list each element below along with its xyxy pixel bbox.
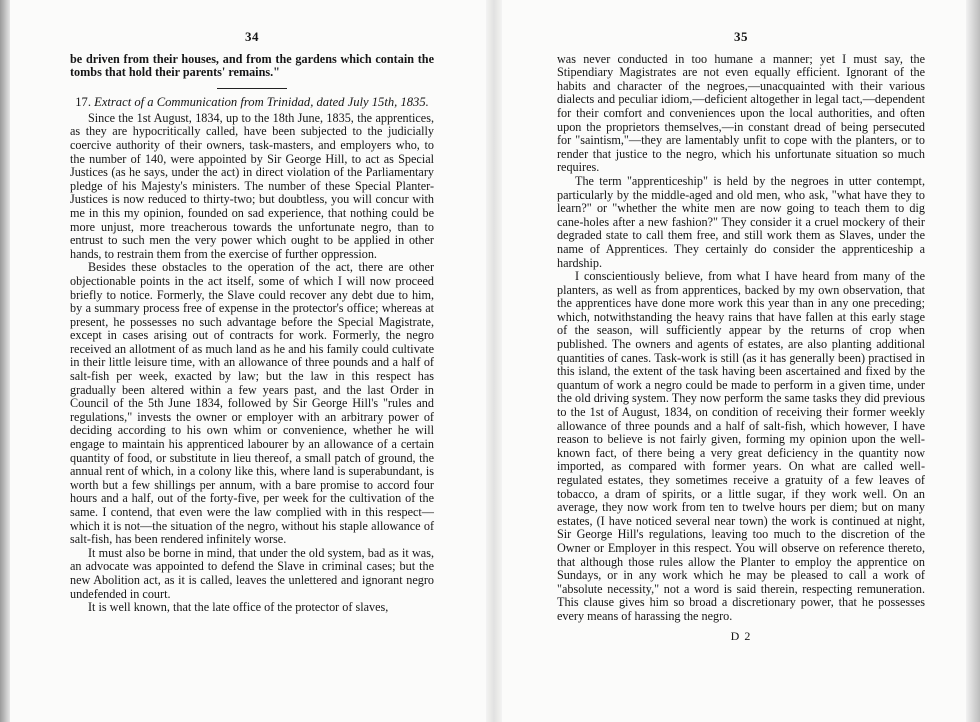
left-paragraph-4: It is well known, that the late office of the protector of slaves, — [88, 600, 389, 615]
section-heading-number: 17. — [75, 94, 91, 109]
continuation-text: be driven from their houses, and from the gardens which contain the tombs that hold their parents' remains." — [70, 51, 434, 80]
right-paragraph-1: was never conducted in too humane a manner; yet I must say, the Stipendiary Magistrates are not even equally efficient. Ignorant of the habits and character of the negroes,—unacquainted with their various dialects and peculiar idiom,—deficient altogether in legal tact,—dependent for their comfort and conveniences upon the local authorities, and often upon the proprietors themselves,—in constant dread of being persecuted for "saintism,"—they are lamentably unfit to cope with the planters, or to render that justice to the negro, which his unfortunate situation so much requires. — [557, 51, 925, 175]
signature-mark: D 2 — [730, 628, 752, 643]
left-paragraph-2: Besides these obstacles to the operation of the act, there are other objectionable points in the act itself, some of which I will now proceed briefly to notice. Formerly, the Slave could recover any debt due to him, by a summary process free of expense in the protector's office; whereas at present, he possesses no such advantage before the Special Magistrate, except in cases arising out of contracts for work. Formerly, the negro received an allotment of as much land as he and his family could cultivate in their little leisure time, with an allowance of three pounds and a half of salt-fish per week, exacted by law; but the law in this respect has gradually been altered within a few years past, and the last Order in Council of the 5th June 1834, followed by Sir George Hill's "rules and regulations," invests the owner or employer with an arbitrary power of deciding according to his own whim or convenience, whether he will engage to maintain his apprenticed labourer by an allowance of a certain quantity of food, or substitute in lieu thereof, a small patch of ground, the annual rent of which, in a colony like this, where land is superabundant, is worth but a few shillings per annum, with a bare promise to accord four hours and a half, out of the forty-five, per week for the cultivation of the same. I contend, that even were the law complied with in this respect—which it is not—the situation of the negro, without his staple allowance of salt-fish, has been rendered infinitely worse. — [70, 260, 434, 547]
right-page-edge — [966, 0, 980, 722]
right-paragraph-3: I conscientiously believe, from what I have heard from many of the planters, as well as from apprentices, backed by my own observation, that the apprentices have done more work this year than in any one preceding; which, notwithstanding the heavy rains that have fallen at this early stage of the season, will sufficiently appear by the returns of crop when published. The owners and agents of estates, are also planting additional quantities of canes. Task-work is still (as it has generally been) practised in this island, the extent of the task having been ascertained and fixed by the quantum of work a negro could be made to perform in a given time, under the old driving system. They now perform the same tasks they did previous to the 1st of August, 1834, on condition of receiving their former weekly allowance of three pounds and a half of salt-fish, which however, I have reason to believe is not fairly given, forming my opinion upon the well-known fact, of there being a very great deficiency in the quantity now imported, as compared with former years. On what are called well-regulated estates, they sometimes receive a gratuity of a few leaves of tobacco, a dram of spirits, or a little sugar, if they work well. On an average, they now work from ten to twelve hours per diem; but on many estates, (I have noticed several near town) the work is continued at night, Sir George Hill's regulations, leaving too much to the discretion of the Owner or Employer in this respect. You will observe on reference thereto, that although those rules allow the Planter to employ the apprentice on Sundays, or in any work which he may be pleased to call a work of "absolute necessity," not a word is said therein, respecting remuneration. This clause gives him so broad a discretionary power, that he possesses every means of harassing the negro. — [557, 269, 925, 623]
left-paragraph-1: Since the 1st August, 1834, up to the 18th June, 1835, the apprentices, as they are hypocritically called, have been subjected to the judicially coercive authority of their owners, task-masters, and employers who, to the number of 140, were appointed by Sir George Hill, to act as Special Justices (as he says, under the act) in direct violation of the Parliamentary pledge of his Majesty's ministers. The number of these Special Planter-Justices is now reduced to thirty-two; but doubtless, you will concur with me in this my opinion, founded on sad experience, that nothing could be more unjust, more treacherous towards the unfortunate negro, than to entrust to such men the very power which ought to be applied in other hands, to restrain them from the exercise of further oppression. — [70, 110, 434, 261]
right-paragraph-2: The term "apprenticeship" is held by the negroes in utter contempt, particularly by the middle-aged and old men, who ask, "what have they to learn?" or "whether the white men are now going to teach them to dig cane-holes after a new fashion?" They consider it a cruel mockery of their degraded state to call them free, and still work them as Slaves, under the name of Apprentices. They certainly do consider the apprenticeship a hardship. — [557, 173, 925, 270]
section-heading — [70, 95, 434, 109]
page-number-right: 35 — [734, 29, 748, 44]
page-number-left: 34 — [245, 29, 259, 44]
section-heading-title: Extract of a Communication from Trinidad, dated July 15th, 1835. — [94, 94, 429, 109]
left-page — [70, 30, 434, 615]
left-paragraph-3: It must also be borne in mind, that under the old system, bad as it was, an advocate was appointed to defend the Slave in criminal cases; but the new Abolition act, as it is called, leaves the unlettered and ignorant negro undefended in court. — [70, 545, 434, 601]
book-gutter — [486, 0, 502, 722]
left-page-edge — [0, 0, 10, 722]
right-page — [557, 30, 925, 643]
section-rule — [217, 88, 287, 89]
